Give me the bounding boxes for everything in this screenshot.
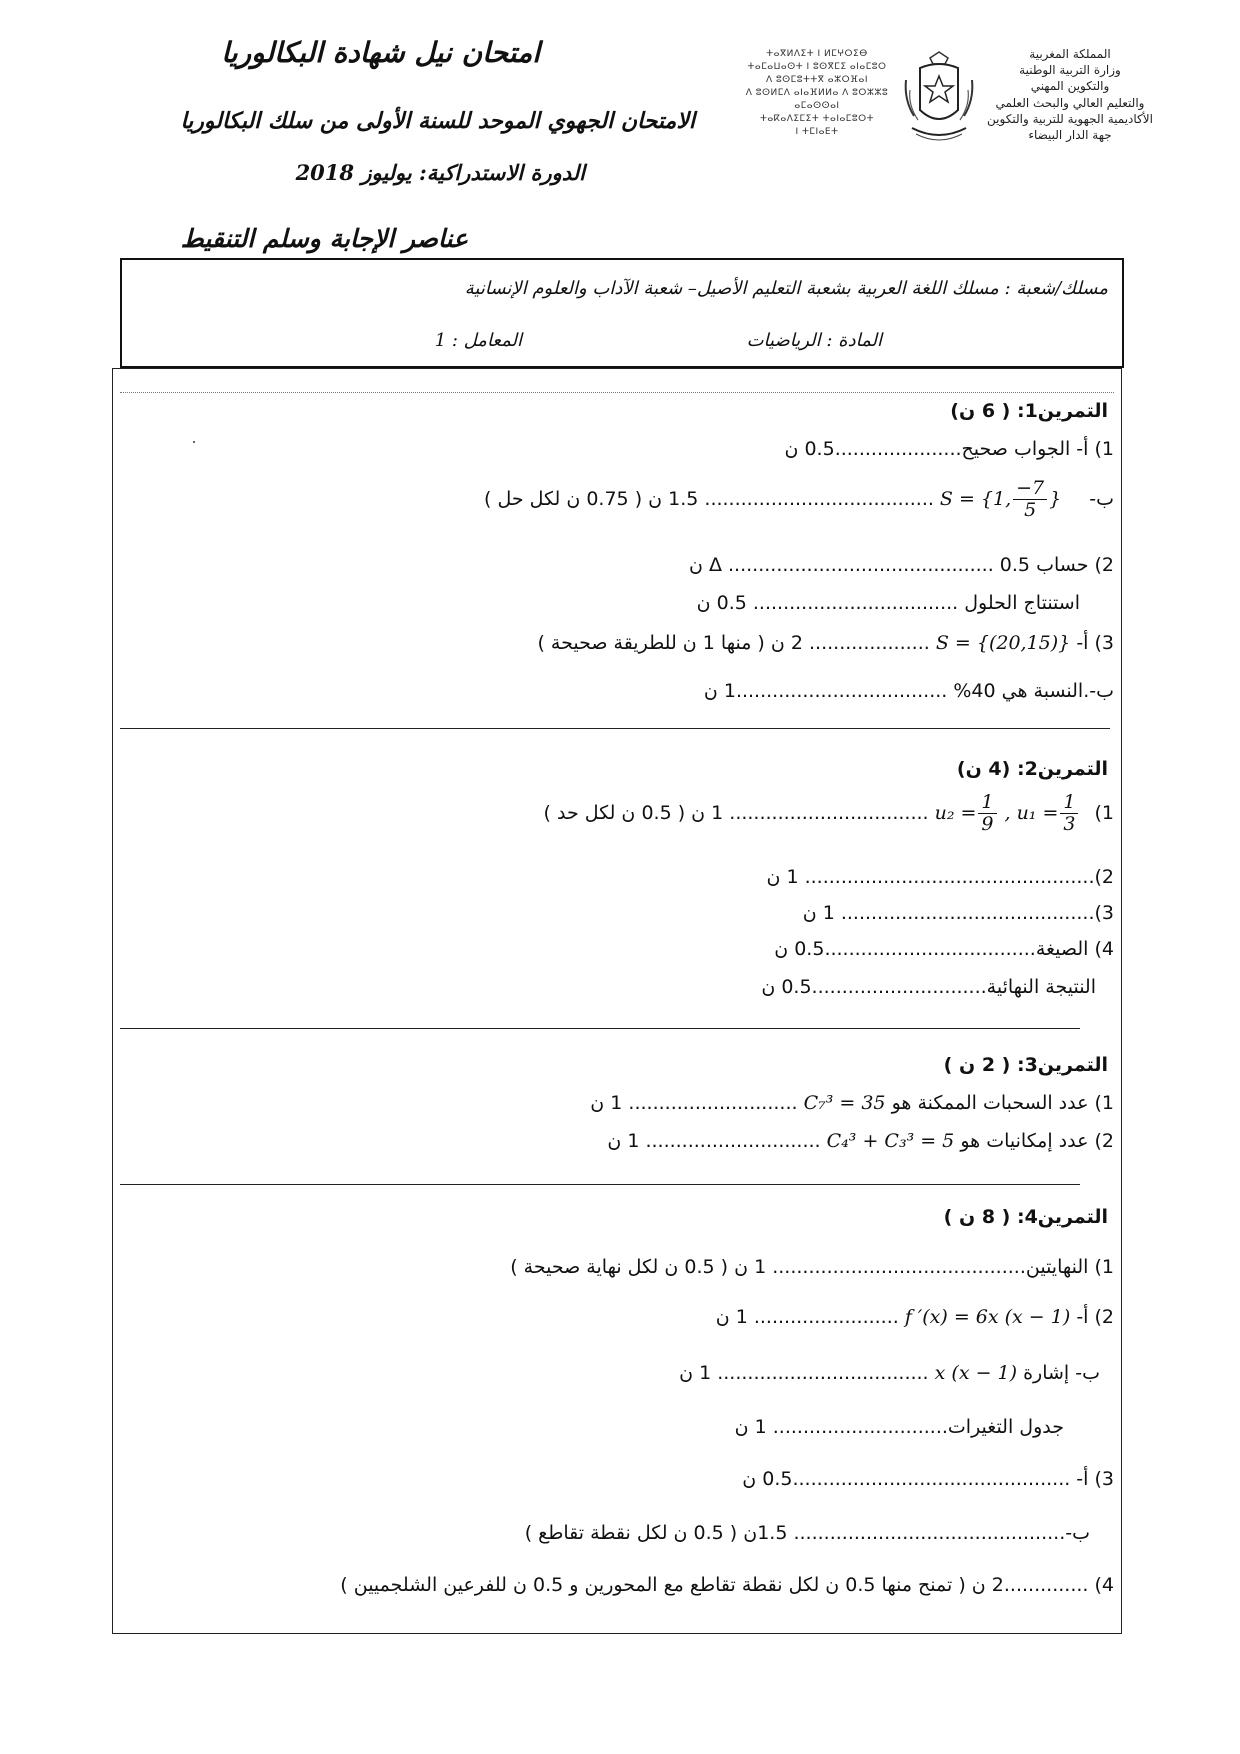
ex2-q1-u1-denominator: 3 xyxy=(1063,812,1076,835)
ministry-line: والتعليم العالي والبحث العلمي xyxy=(995,95,1145,110)
coat-of-arms-emblem xyxy=(900,50,978,150)
ex4-q3a: 3) أ- ..............................................0.5 ن xyxy=(742,1468,1114,1490)
exercise-1-title: التمرين1: ( 6 ن) xyxy=(950,400,1108,422)
subject-box xyxy=(120,258,1124,368)
ministry-line: المملكة المغربية xyxy=(1029,47,1111,61)
ex1-q1b-set-open: S = {1, xyxy=(939,488,1012,511)
ex2-q1-score: ................................. 1 ن ( 0.5 ن لكل حد ) xyxy=(543,802,929,825)
ex2-q1-u1-fraction xyxy=(1060,792,1078,835)
ex4-q2b-score: ................................... 1 ن xyxy=(679,1362,929,1384)
ex2-q1-u2-label: u₂ = xyxy=(934,802,977,825)
tifinagh-line: ⵜⴰⴽⴰⴷⵉⵎⵉⵜ ⵜⴰⵏⴰⵎⵓⵔⵜ xyxy=(760,114,874,125)
ex4-q4: 4) ..............2 ن ( تمنح منها 0.5 ن لكل نقطة تقاطع مع المحورين و 0.5 ن للفرعين الشلجميين ) xyxy=(340,1574,1114,1596)
ex1-q1b-set xyxy=(940,478,1061,521)
ex3-q1-formula: C₇³ = 35 xyxy=(803,1092,886,1114)
divider-3 xyxy=(120,1184,1080,1185)
ex2-q1-u1-numerator: 1 xyxy=(1060,792,1078,814)
ex2-q1-u2-denominator: 9 xyxy=(981,812,994,835)
track-line: مسلك/شعبة : مسلك اللغة العربية بشعبة التعليم الأصيل– شعبة الآداب والعلوم الإنسانية xyxy=(464,278,1108,299)
ex2-q1 xyxy=(544,792,1114,835)
ex3-q2 xyxy=(607,1130,1114,1152)
ex2-q1-u2-fraction xyxy=(978,792,996,835)
ex1-q3b: ب-.النسبة هي 40% ...................................1 ن xyxy=(703,680,1114,702)
answers-title: عناصر الإجابة وسلم التنقيط xyxy=(180,224,468,253)
exam-subtitle: الامتحان الجهوي الموحد للسنة الأولى من سلك البكالوريا xyxy=(180,108,695,134)
exercise-2-title: التمرين2: (4 ن) xyxy=(956,758,1108,780)
ex2-q4a: 4) الصيغة...................................0.5 ن xyxy=(774,938,1114,960)
exercise-3-title: التمرين3: ( 2 ن ) xyxy=(943,1054,1108,1076)
ex3-q1-text: 1) عدد السحبات الممكنة هو xyxy=(891,1092,1114,1114)
top-divider xyxy=(120,392,1114,393)
ex2-q1-u2-numerator: 1 xyxy=(978,792,996,814)
tifinagh-line: ⵜⴰⵎⴰⵡⴰⵙⵜ ⵏ ⵓⵙⴳⵎⵉ ⴰⵏⴰⵎⵓⵔ xyxy=(747,62,887,73)
ministry-arabic xyxy=(985,46,1155,143)
ex3-q1 xyxy=(590,1092,1114,1114)
exercise-4-title: التمرين4: ( 8 ن ) xyxy=(943,1206,1108,1228)
ministry-tifinagh xyxy=(742,48,892,139)
ex3-q1-score: ............................ 1 ن xyxy=(590,1092,798,1114)
ex2-q1-prefix: 1) xyxy=(1094,802,1114,825)
tifinagh-line: ⴷ ⵓⵙⵎⵓⵜⵜⴳ ⴰⵣⵔⴼⴰⵏ xyxy=(765,75,869,86)
ministry-line: والتكوين المهني xyxy=(1030,79,1110,94)
ex4-q2a-formula: f ′(x) = 6x (x − 1) xyxy=(904,1306,1071,1328)
ex1-q1b-set-close: } xyxy=(1049,488,1062,511)
exam-title: امتحان نيل شهادة البكالوريا xyxy=(221,36,540,69)
ex1-q3a-prefix: 3) أ- xyxy=(1076,632,1114,654)
divider-2 xyxy=(120,1028,1080,1029)
ex4-q2a-score: ........................ 1 ن xyxy=(715,1306,899,1328)
ex1-q1b-prefix: ب- xyxy=(1089,488,1114,511)
ex3-q2-text: 2) عدد إمكانيات هو xyxy=(960,1130,1114,1152)
ex3-q2-score: ............................. 1 ن xyxy=(607,1130,821,1152)
tifinagh-line: ⵜⴰⴳⵍⴷⵉⵜ ⵏ ⵍⵎⵖⵔⵉⴱ xyxy=(766,49,868,59)
ex1-q1b-fraction xyxy=(1013,478,1047,521)
ex4-q1: 1) النهايتين.......................................... 1 ن ( 0.5 ن لكل نهاية صحيحة ) xyxy=(510,1256,1114,1278)
ex1-q3a-score: .................... 2 ن ( منها 1 ن للطريقة صحيحة ) xyxy=(537,632,930,654)
ex3-q2-formula: C₄³ + C₃³ = 5 xyxy=(826,1130,955,1152)
tifinagh-line: ⴷ ⵓⵙⵍⵎⴷ ⴰⵏⴰⴼⵍⵍⴰ ⴷ ⵓⵔⵣⵣⵓ ⴰⵎⴰⵙⵙⴰⵏ xyxy=(745,88,889,112)
ex1-q1b-numerator: −7 xyxy=(1013,478,1047,500)
tifinagh-line: ⵏ ⵜⵎⵏⴰⴹⵜ xyxy=(795,127,839,138)
ex2-q1-u1-label: u₁ = xyxy=(1016,802,1059,825)
ex4-q2b xyxy=(679,1362,1100,1384)
ministry-line: جهة الدار البيضاء xyxy=(1028,127,1112,142)
subject-label: المادة : الرياضيات xyxy=(746,330,882,351)
ex1-q3a-set: S = {(20,15)} xyxy=(935,632,1071,654)
scan-dot xyxy=(193,441,195,443)
ex4-q2b-formula: x (x − 1) xyxy=(934,1362,1018,1384)
ex1-q3a xyxy=(537,632,1114,654)
ministry-line: وزارة التربية الوطنية xyxy=(1019,63,1121,78)
ex4-q2a-prefix: 2) أ- xyxy=(1076,1306,1114,1328)
ex1-q1a: 1) أ- الجواب صحيح.....................0.5 ن xyxy=(784,438,1114,460)
ex1-q2b: استنتاج الحلول .................................. 0.5 ن xyxy=(696,592,1080,614)
ex2-q1-terms: u₂ = $\frac{1}{9}$ , u₁ = $\frac{1}{3}$ xyxy=(935,792,1081,835)
ex1-q1b-denominator: 5 xyxy=(1024,498,1037,521)
divider-1 xyxy=(120,728,1110,729)
ex2-q2: 2)................................................ 1 ن xyxy=(766,866,1114,888)
ex4-q2a xyxy=(716,1306,1114,1328)
ministry-line: الأكاديمية الجهوية للتربية والتكوين xyxy=(987,111,1153,126)
ex4-q2c: جدول التغيرات............................. 1 ن xyxy=(734,1416,1064,1438)
ex4-q3b: ب-............................................. 1.5ن ( 0.5 ن لكل نقطة تقاطع ) xyxy=(524,1522,1090,1544)
coefficient-label: المعامل : 1 xyxy=(434,330,522,351)
exam-session: الدورة الاستدراكية: يوليوز 2018 xyxy=(295,160,585,185)
ex1-q1b xyxy=(484,478,1114,521)
ex1-q1b-score: ...................................... 1.5 ن ( 0.75 ن لكل حل ) xyxy=(484,488,934,511)
ex1-q2a: 2) حساب Δ ............................................ 0.5 ن xyxy=(688,554,1114,576)
ex2-q4b: النتيجة النهائية.............................0.5 ن xyxy=(761,976,1096,998)
ex4-q2b-prefix: ب- إشارة xyxy=(1023,1362,1100,1384)
ex2-q3: 3).......................................... 1 ن xyxy=(802,902,1114,924)
